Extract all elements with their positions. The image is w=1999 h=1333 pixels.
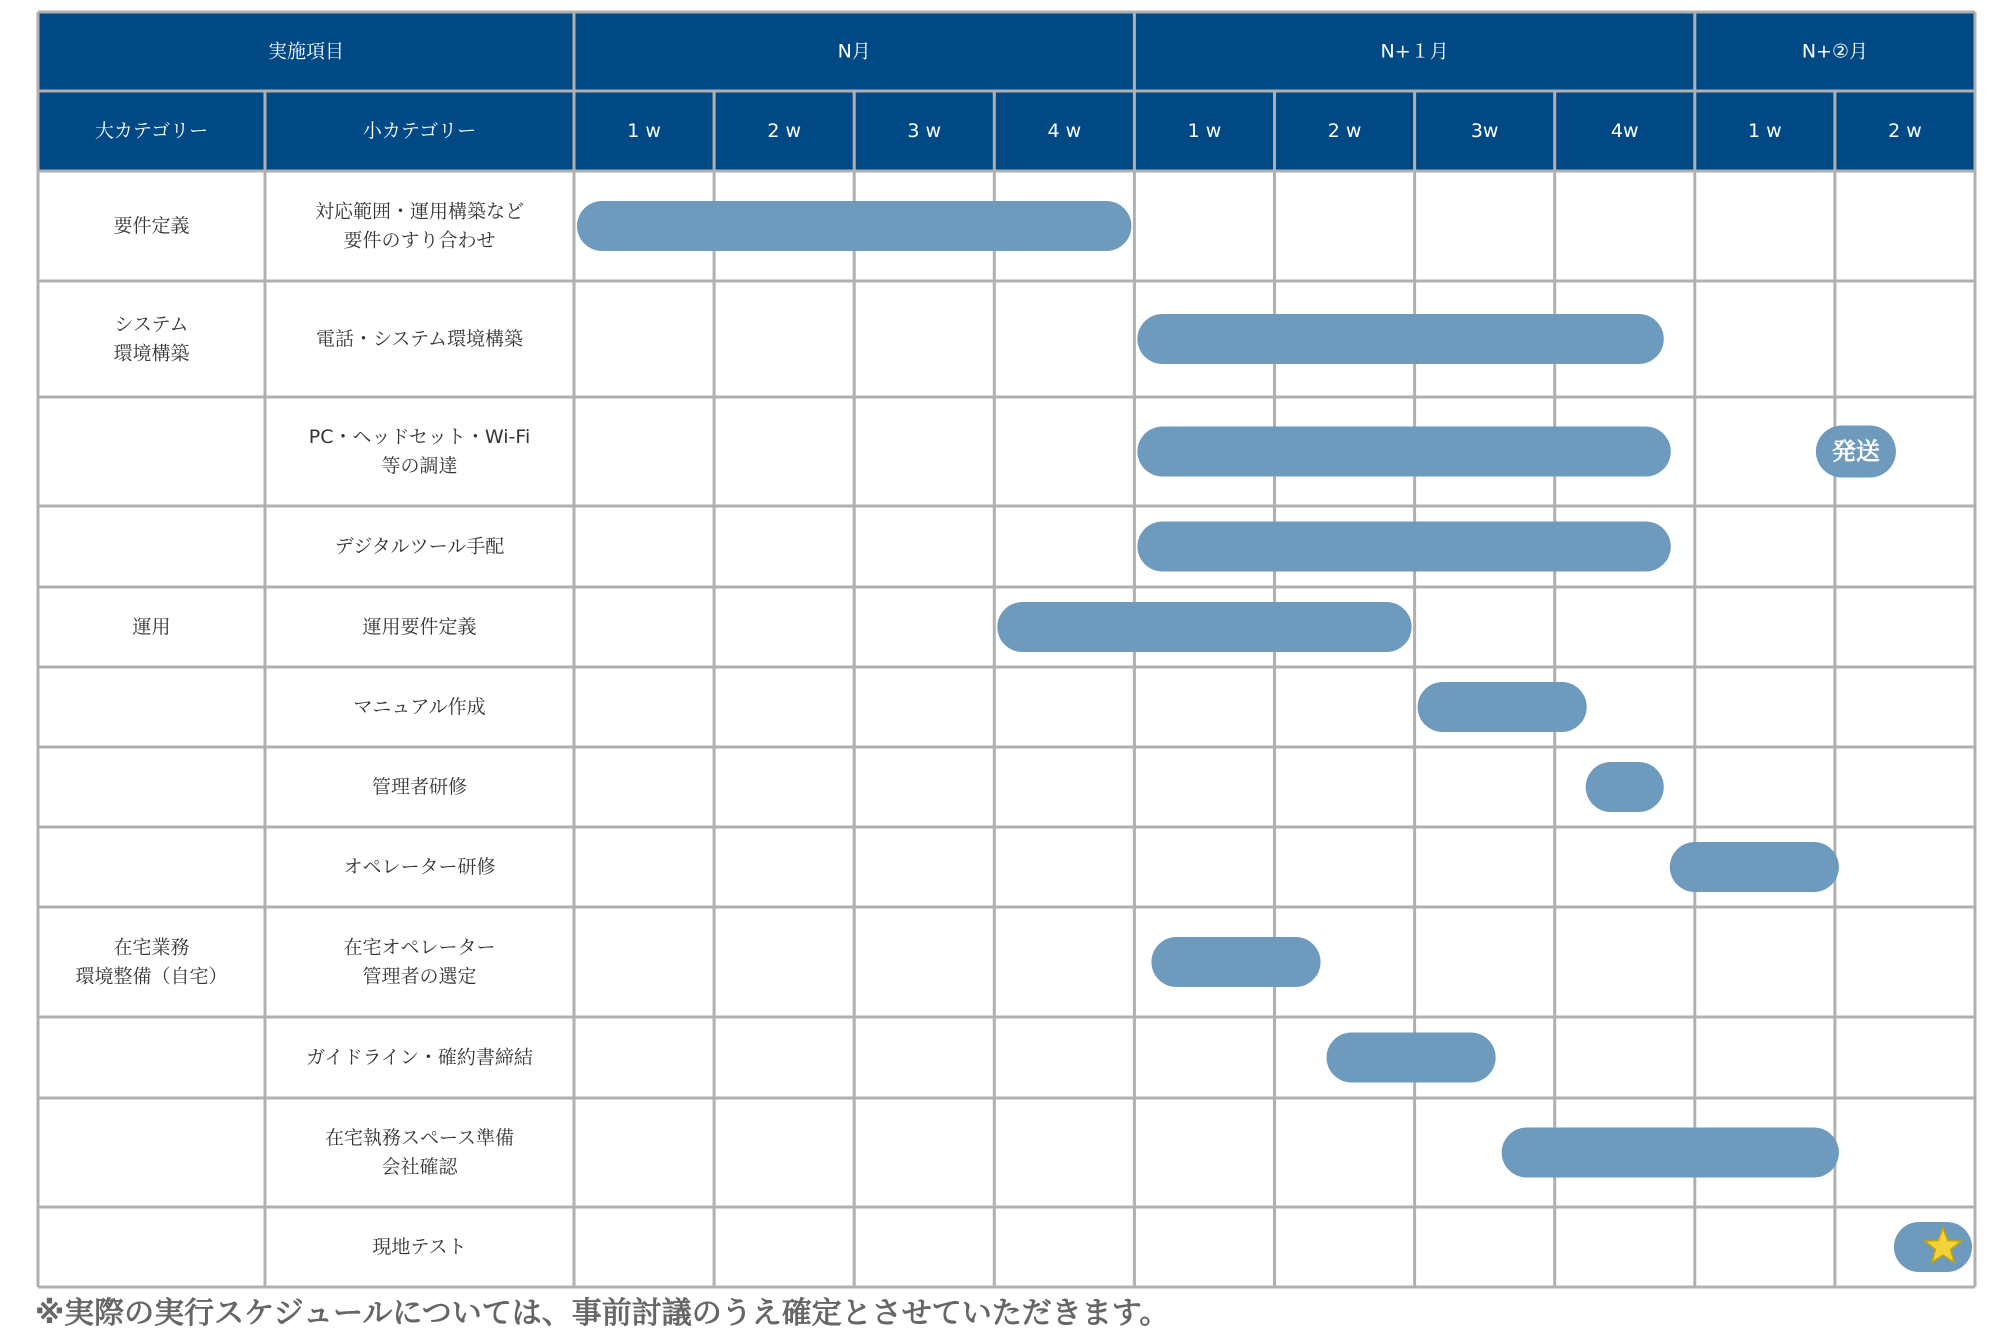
week-label: 3w bbox=[1470, 120, 1499, 142]
schedule-bar bbox=[1151, 937, 1320, 987]
major-category-label: システム bbox=[114, 313, 189, 336]
task-label: ガイドライン・確約書締結 bbox=[306, 1046, 533, 1069]
task-label: 要件のすり合わせ bbox=[343, 229, 496, 252]
schedule-bar bbox=[997, 602, 1411, 652]
task-label: 管理者研修 bbox=[371, 776, 468, 798]
week-label: 2 w bbox=[767, 120, 801, 142]
major-category-header: 大カテゴリー bbox=[94, 120, 209, 142]
task-label: マニュアル作成 bbox=[353, 696, 486, 718]
shipping-badge-label: 発送 bbox=[1831, 437, 1880, 466]
schedule-bar bbox=[1327, 1033, 1496, 1083]
task-label: 在宅オペレーター bbox=[343, 936, 496, 959]
major-category-label: 運用 bbox=[132, 616, 171, 638]
major-category-label: 環境整備（自宅） bbox=[75, 965, 228, 988]
schedule-bar bbox=[1137, 522, 1670, 572]
month-label: N+②月 bbox=[1801, 40, 1868, 63]
task-label: 管理者の選定 bbox=[362, 965, 477, 988]
schedule-bar bbox=[1586, 762, 1664, 812]
task-label: 在宅執務スペース準備 bbox=[324, 1126, 515, 1149]
week-label: 2 w bbox=[1327, 120, 1362, 142]
task-label: 対応範囲・運用構築など bbox=[314, 200, 525, 223]
schedule-bar bbox=[1418, 682, 1587, 732]
task-label: 等の調達 bbox=[381, 455, 458, 478]
week-label: 1 w bbox=[1187, 120, 1222, 142]
week-label: 1 w bbox=[627, 120, 661, 142]
header-item-label: 実施項目 bbox=[267, 40, 345, 63]
schedule-bar bbox=[1502, 1128, 1839, 1178]
schedule-bar bbox=[1137, 427, 1670, 477]
schedule-note: ※実際の実行スケジュールについては、事前討議のうえ確定とさせていただきます。 bbox=[35, 1296, 1170, 1331]
major-category-label: 要件定義 bbox=[113, 215, 190, 237]
task-label: PC・ヘッドセット・Wi-Fi bbox=[308, 425, 531, 448]
minor-category-header: 小カテゴリー bbox=[362, 120, 477, 142]
schedule-bar bbox=[1670, 842, 1839, 892]
month-label: N+１月 bbox=[1380, 40, 1449, 63]
week-label: 3 w bbox=[907, 120, 942, 142]
schedule-bar bbox=[1137, 314, 1663, 364]
week-label: 4w bbox=[1610, 120, 1639, 142]
task-label: デジタルツール手配 bbox=[334, 535, 505, 558]
week-label: 4 w bbox=[1047, 120, 1082, 142]
week-label: 2 w bbox=[1888, 120, 1922, 142]
task-label: オペレーター研修 bbox=[343, 856, 496, 878]
task-label: 電話・システム環境構築 bbox=[315, 328, 524, 350]
major-category-label: 環境構築 bbox=[113, 342, 190, 365]
month-label: N月 bbox=[837, 40, 871, 63]
task-label: 運用要件定義 bbox=[362, 616, 477, 638]
task-label: 現地テスト bbox=[372, 1236, 467, 1258]
week-label: 1 w bbox=[1748, 120, 1782, 142]
task-label: 会社確認 bbox=[381, 1156, 458, 1179]
schedule-bar bbox=[577, 201, 1131, 251]
major-category-label: 在宅業務 bbox=[113, 936, 190, 959]
